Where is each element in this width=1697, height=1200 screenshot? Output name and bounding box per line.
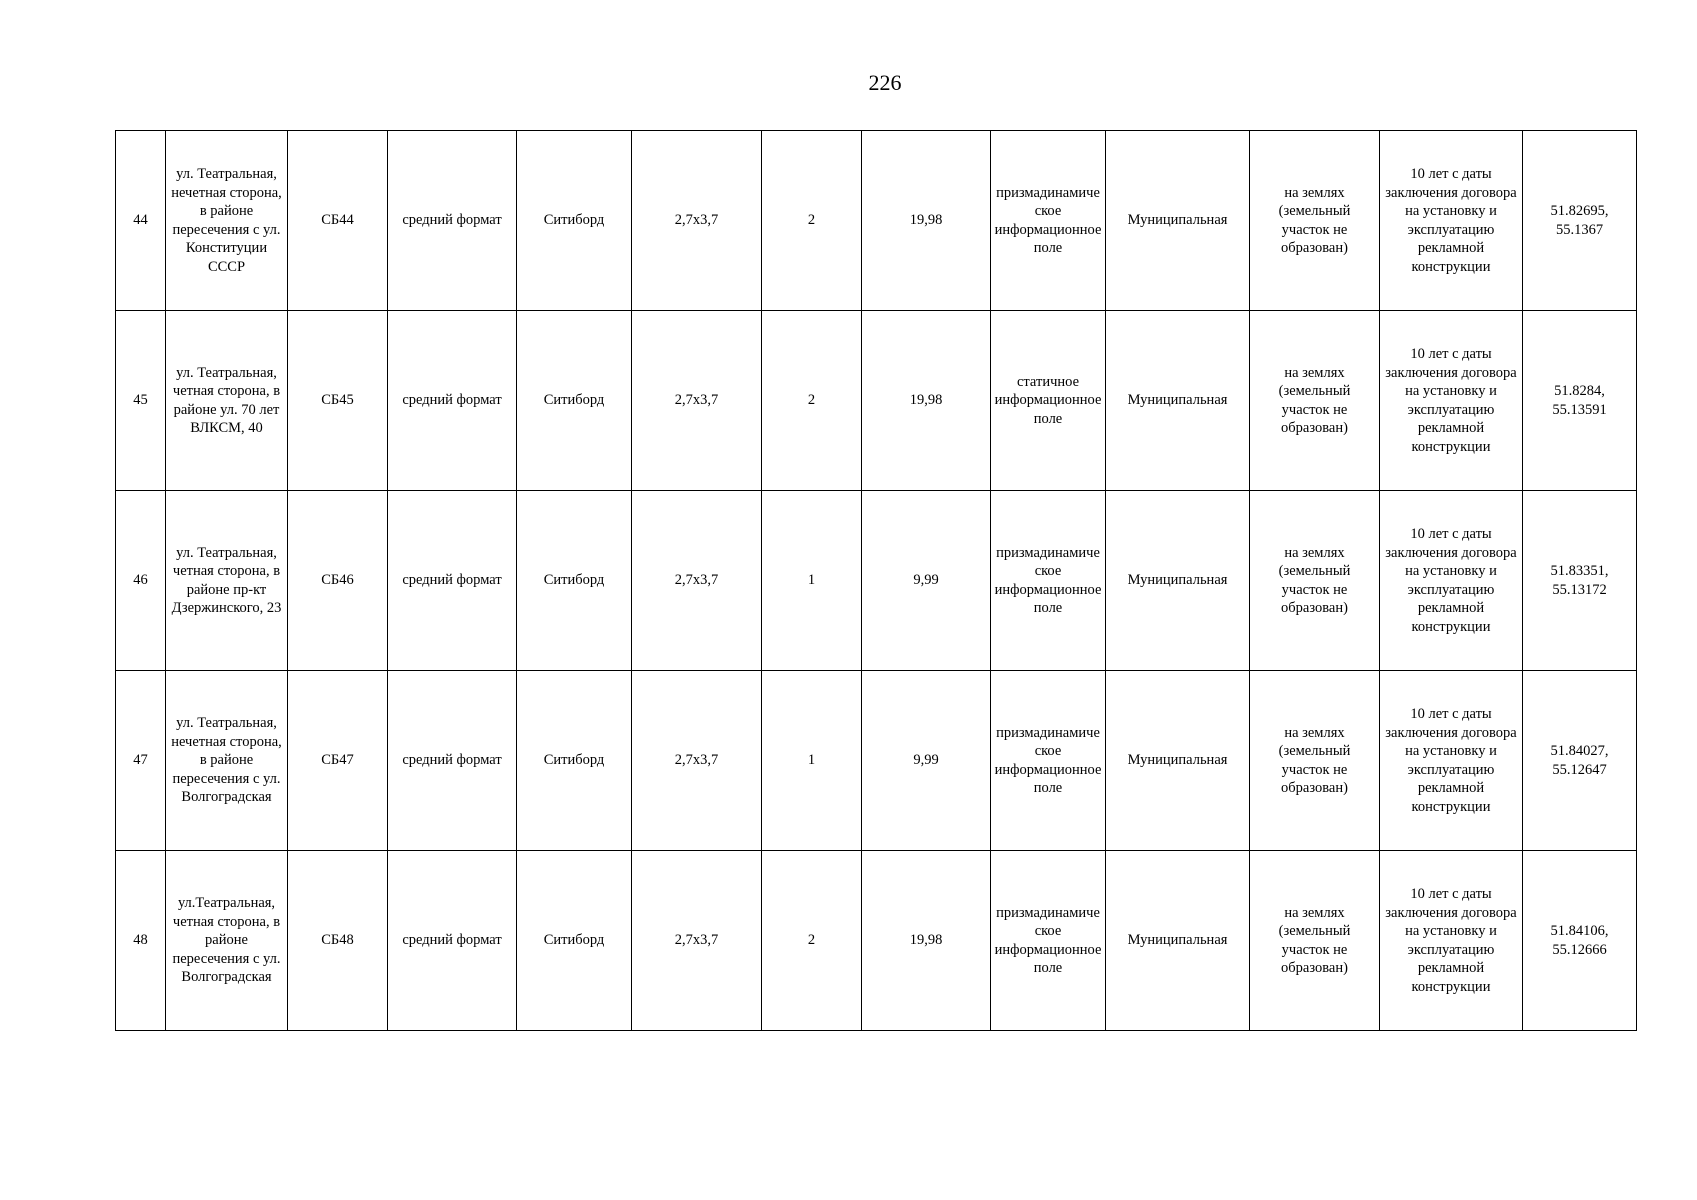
field-type-cell: призмадинамическое информационное поле bbox=[991, 671, 1106, 851]
sides-cell: 1 bbox=[762, 491, 862, 671]
field-type-cell: призмадинамическое информационное поле bbox=[991, 851, 1106, 1031]
sides-cell: 2 bbox=[762, 311, 862, 491]
table-row bbox=[116, 311, 1637, 491]
sides-cell: 2 bbox=[762, 131, 862, 311]
coordinates-cell: 51.84106, 55.12666 bbox=[1523, 851, 1637, 1031]
ownership-cell: Муниципальная bbox=[1106, 311, 1250, 491]
code-cell: СБ45 bbox=[288, 311, 388, 491]
size-cell: 2,7х3,7 bbox=[632, 311, 762, 491]
ad-structures-table bbox=[115, 130, 1637, 1031]
sides-cell: 1 bbox=[762, 671, 862, 851]
address-cell: ул. Театральная, четная сторона, в районе ул. 70 лет ВЛКСМ, 40 bbox=[166, 311, 288, 491]
size-cell: 2,7х3,7 bbox=[632, 671, 762, 851]
page-number: 226 bbox=[868, 70, 902, 95]
area-cell: 9,99 bbox=[862, 491, 991, 671]
term-cell: 10 лет с даты заключения договора на установку и эксплуатацию рекламной конструкции bbox=[1380, 491, 1523, 671]
code-cell: СБ47 bbox=[288, 671, 388, 851]
land-cell: на землях (земельный участок не образован) bbox=[1250, 671, 1380, 851]
table-row bbox=[116, 131, 1637, 311]
row-number-cell: 44 bbox=[116, 131, 166, 311]
format-cell: средний формат bbox=[388, 851, 517, 1031]
address-cell: ул. Театральная, нечетная сторона, в районе пересечения с ул. Конституции СССР bbox=[166, 131, 288, 311]
sides-cell: 2 bbox=[762, 851, 862, 1031]
area-cell: 19,98 bbox=[862, 311, 991, 491]
area-cell: 19,98 bbox=[862, 131, 991, 311]
land-cell: на землях (земельный участок не образован) bbox=[1250, 131, 1380, 311]
term-cell: 10 лет с даты заключения договора на установку и эксплуатацию рекламной конструкции bbox=[1380, 131, 1523, 311]
area-cell: 9,99 bbox=[862, 671, 991, 851]
table-row bbox=[116, 671, 1637, 851]
ownership-cell: Муниципальная bbox=[1106, 131, 1250, 311]
type-cell: Ситиборд bbox=[517, 311, 632, 491]
format-cell: средний формат bbox=[388, 311, 517, 491]
term-cell: 10 лет с даты заключения договора на установку и эксплуатацию рекламной конструкции bbox=[1380, 311, 1523, 491]
size-cell: 2,7х3,7 bbox=[632, 851, 762, 1031]
ownership-cell: Муниципальная bbox=[1106, 851, 1250, 1031]
area-cell: 19,98 bbox=[862, 851, 991, 1031]
code-cell: СБ48 bbox=[288, 851, 388, 1031]
row-number-cell: 47 bbox=[116, 671, 166, 851]
term-cell: 10 лет с даты заключения договора на установку и эксплуатацию рекламной конструкции bbox=[1380, 671, 1523, 851]
format-cell: средний формат bbox=[388, 131, 517, 311]
coordinates-cell: 51.8284, 55.13591 bbox=[1523, 311, 1637, 491]
table-row bbox=[116, 491, 1637, 671]
land-cell: на землях (земельный участок не образован) bbox=[1250, 311, 1380, 491]
address-cell: ул.Театральная, четная сторона, в районе пересечения с ул. Волгоградская bbox=[166, 851, 288, 1031]
term-cell: 10 лет с даты заключения договора на установку и эксплуатацию рекламной конструкции bbox=[1380, 851, 1523, 1031]
size-cell: 2,7х3,7 bbox=[632, 131, 762, 311]
address-cell: ул. Театральная, нечетная сторона, в районе пересечения с ул. Волгоградская bbox=[166, 671, 288, 851]
code-cell: СБ46 bbox=[288, 491, 388, 671]
field-type-cell: статичное информационное поле bbox=[991, 311, 1106, 491]
row-number-cell: 45 bbox=[116, 311, 166, 491]
code-cell: СБ44 bbox=[288, 131, 388, 311]
type-cell: Ситиборд bbox=[517, 491, 632, 671]
type-cell: Ситиборд bbox=[517, 131, 632, 311]
coordinates-cell: 51.84027, 55.12647 bbox=[1523, 671, 1637, 851]
ownership-cell: Муниципальная bbox=[1106, 491, 1250, 671]
format-cell: средний формат bbox=[388, 671, 517, 851]
field-type-cell: призмадинамическое информационное поле bbox=[991, 131, 1106, 311]
table-row bbox=[116, 851, 1637, 1031]
ownership-cell: Муниципальная bbox=[1106, 671, 1250, 851]
address-cell: ул. Театральная, четная сторона, в районе пр-кт Дзержинского, 23 bbox=[166, 491, 288, 671]
row-number-cell: 48 bbox=[116, 851, 166, 1031]
row-number-cell: 46 bbox=[116, 491, 166, 671]
land-cell: на землях (земельный участок не образован) bbox=[1250, 491, 1380, 671]
coordinates-cell: 51.83351, 55.13172 bbox=[1523, 491, 1637, 671]
format-cell: средний формат bbox=[388, 491, 517, 671]
type-cell: Ситиборд bbox=[517, 851, 632, 1031]
coordinates-cell: 51.82695, 55.1367 bbox=[1523, 131, 1637, 311]
field-type-cell: призмадинамическое информационное поле bbox=[991, 491, 1106, 671]
type-cell: Ситиборд bbox=[517, 671, 632, 851]
size-cell: 2,7х3,7 bbox=[632, 491, 762, 671]
land-cell: на землях (земельный участок не образован) bbox=[1250, 851, 1380, 1031]
